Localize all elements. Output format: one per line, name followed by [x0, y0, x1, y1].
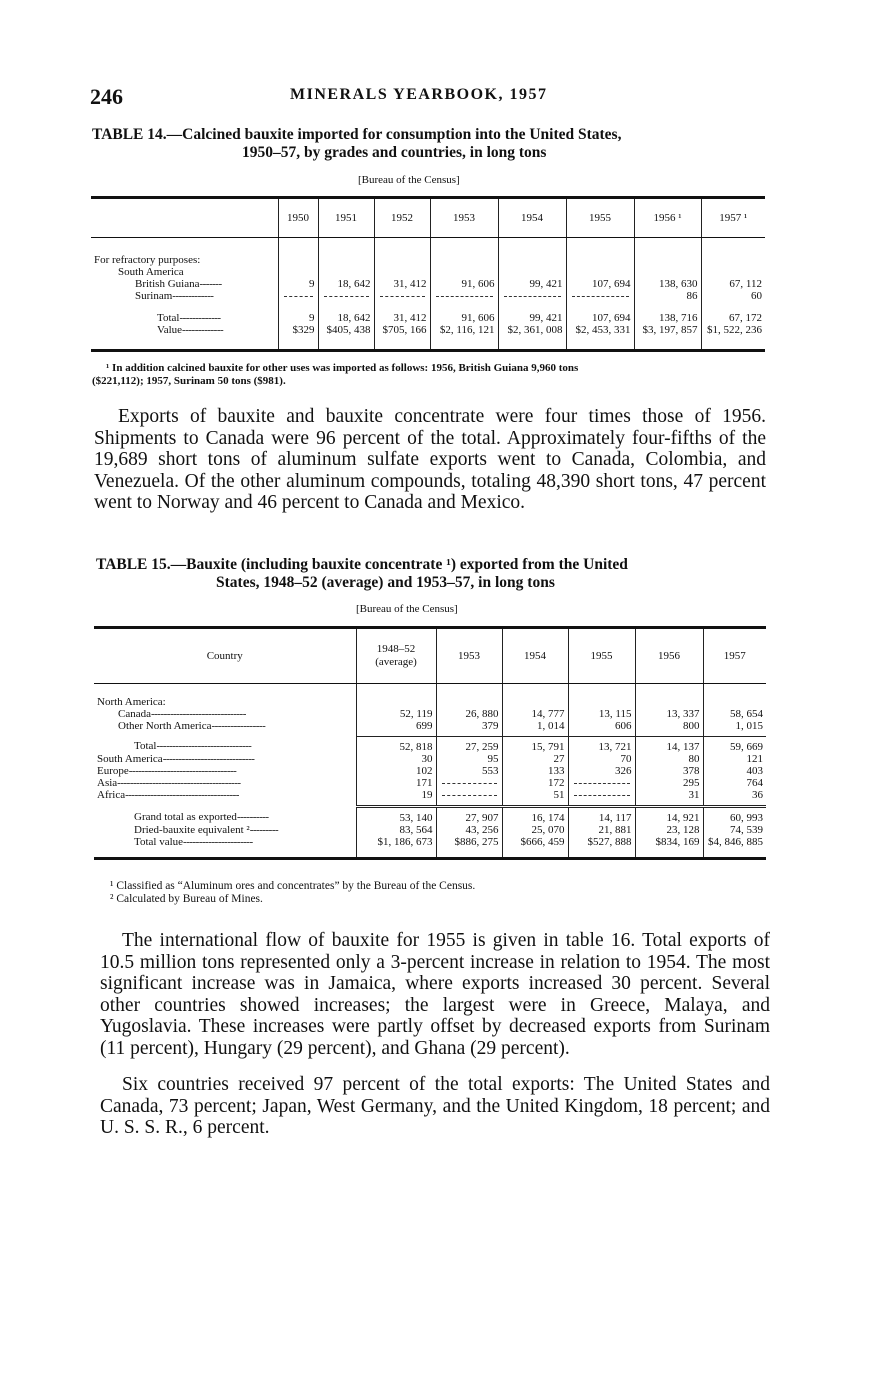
table15-section-label: North America: — [97, 696, 166, 708]
table-row: Asia--------------------------------------- 171 172 295 764 — [94, 777, 766, 789]
table15-cell: 1, 014 — [502, 720, 568, 736]
table15-cell: 13, 115 — [568, 708, 635, 720]
table-row: Surinam------------- 86 60 — [91, 290, 765, 302]
table14-empty-dash — [380, 296, 425, 297]
table14-footnote-line2: ($221,112); 1957, Surinam 50 tons ($981). — [92, 375, 286, 387]
table-row: Total------------------------------ 52, 818 27, 259 15, 791 13, 721 14, 137 59, 669 — [94, 736, 766, 753]
table15-cell: 58, 654 — [703, 708, 766, 720]
table15-cell: 102 — [356, 765, 436, 777]
table15-cell: 36 — [703, 789, 766, 807]
table15-row-label: Asia — [97, 776, 118, 789]
table15-cell: 80 — [635, 753, 703, 765]
table15-cell: 19 — [356, 789, 436, 807]
table15-empty-dash — [442, 795, 497, 796]
table15-cell: 13, 337 — [635, 708, 703, 720]
table-row: Total value---------------------- $1, 186, 673 $886, 275 $666, 459 $527, 888 $834, 169 $4, 846, 885 — [94, 836, 766, 858]
table14-cell: $705, 166 — [374, 324, 430, 350]
table14-cell: $2, 361, 008 — [498, 324, 566, 350]
table15-cell: $527, 888 — [568, 836, 635, 858]
table14-empty-dash — [572, 296, 629, 297]
table15-cell: $834, 169 — [635, 836, 703, 858]
table14-cell: 91, 606 — [430, 278, 498, 290]
table14-cell: 67, 172 — [701, 312, 765, 324]
table15-cell: 52, 818 — [356, 736, 436, 753]
table15-cell: 14, 777 — [502, 708, 568, 720]
table14-caption-line1: TABLE 14.—Calcined bauxite imported for consumption into the United States, — [92, 126, 622, 143]
table14-cell: $2, 453, 331 — [566, 324, 634, 350]
table15-cell: 59, 669 — [703, 736, 766, 753]
table14-col-header: 1956 ¹ — [634, 198, 701, 238]
paragraph-international-flow: The international flow of bauxite for 1955 is given in table 16. Total exports of 10.5 million tons represented only a 3-percent increase in relation to 1954. The most significant increase was in Jamaica, where exports increased 30 percent. Several other countries showed increases; the largest were in Greece, Malaya, and Yugoslavia. These increases were partly offset by decreased exports from Surinam (11 percent), Hungary (29 percent), and Ghana (29 percent). — [100, 930, 770, 1059]
table14-empty-dash — [284, 296, 313, 297]
table-row: South America----------------------------- 30 95 27 70 80 121 — [94, 753, 766, 765]
table14 — [91, 196, 765, 352]
table15-empty-dash — [574, 783, 630, 784]
table14-cell: $405, 438 — [318, 324, 374, 350]
table14-cell: 107, 694 — [566, 278, 634, 290]
table15-caption-line2: States, 1948–52 (average) and 1953–57, in long tons — [216, 574, 555, 591]
table14-col-header: 1953 — [430, 198, 498, 238]
table-row: Canada------------------------------ 52, 119 26, 880 14, 777 13, 115 13, 337 58, 654 — [94, 708, 766, 720]
table15-empty-dash — [442, 783, 497, 784]
table14-region-label: South America — [118, 266, 184, 278]
table15-cell: 379 — [436, 720, 502, 736]
table14-cell: 60 — [701, 290, 765, 302]
table14-cell: 99, 421 — [498, 312, 566, 324]
table14-col-header: 1957 ¹ — [701, 198, 765, 238]
table15-cell: 378 — [635, 765, 703, 777]
table15-cell: 95 — [436, 753, 502, 765]
table15-cell: 15, 791 — [502, 736, 568, 753]
table15-col-header-average — [356, 628, 436, 684]
table14-empty-dash — [324, 296, 369, 297]
table15-row-label: Dried-bauxite equivalent ² — [134, 824, 250, 836]
table14-col-header: 1952 — [374, 198, 430, 238]
table14-empty-dash — [436, 296, 493, 297]
table14-footnote — [92, 362, 776, 388]
table14-cell: $1, 522, 236 — [701, 324, 765, 350]
table14-caption — [92, 126, 782, 162]
table15-cell: 26, 880 — [436, 708, 502, 720]
table14-cell: 9 — [278, 278, 318, 290]
table15-cell: 43, 256 — [436, 824, 502, 836]
table-row: British Guiana------- 9 18, 642 31, 412 91, 606 99, 421 107, 694 138, 630 67, 112 — [91, 278, 765, 290]
table14-cell: $329 — [278, 324, 318, 350]
table14-col-header: 1955 — [566, 198, 634, 238]
table15-cell: 74, 539 — [703, 824, 766, 836]
table14-col-header: 1950 — [278, 198, 318, 238]
table15-cell: $886, 275 — [436, 836, 502, 858]
table15-cell: 172 — [502, 777, 568, 789]
table15-row-label: Europe — [97, 764, 129, 777]
paragraph-receiving-countries: Six countries received 97 percent of the total exports: The United States and Canada, 73 percent; Japan, West Germany, and the United Kingdom, 18 percent; and U. S. S. R., 6 percent. — [100, 1074, 770, 1138]
table14-row-label: British Guiana — [135, 278, 200, 290]
table15-cell: 53, 140 — [356, 807, 436, 825]
table15-caption-line1: TABLE 15.—Bauxite (including bauxite concentrate ¹) exported from the United — [96, 556, 628, 573]
table15-cell: 27, 259 — [436, 736, 502, 753]
table15-empty-dash — [574, 795, 630, 796]
table15-cell: 23, 128 — [635, 824, 703, 836]
table15-col-header: 1955 — [568, 628, 635, 684]
table14-cell: 67, 112 — [701, 278, 765, 290]
table15-cell: 13, 721 — [568, 736, 635, 753]
table15-col-header: 1953 — [436, 628, 502, 684]
table14-cell: 107, 694 — [566, 312, 634, 324]
table14-cell: 91, 606 — [430, 312, 498, 324]
table15-cell: 30 — [356, 753, 436, 765]
table15-col-header: 1957 — [703, 628, 766, 684]
page-number: 246 — [90, 84, 123, 109]
table15-col-header: 1954 — [502, 628, 568, 684]
table15-cell: 403 — [703, 765, 766, 777]
table15-cell: 553 — [436, 765, 502, 777]
table14-cell: 86 — [634, 290, 701, 302]
table14-row-label: Surinam — [135, 290, 173, 302]
table15-cell: 25, 070 — [502, 824, 568, 836]
table15-cell: 800 — [635, 720, 703, 736]
table-row: Africa------------------------------------ 19 51 31 36 — [94, 789, 766, 807]
table15-row-label: Other North America — [118, 720, 212, 732]
table14-cell: $3, 197, 857 — [634, 324, 701, 350]
table15 — [94, 626, 766, 860]
table14-col-header: 1951 — [318, 198, 374, 238]
table15-cell: 27, 907 — [436, 807, 502, 825]
table14-cell: 138, 630 — [634, 278, 701, 290]
table14-cell: 18, 642 — [318, 312, 374, 324]
table14-row-label: Total — [157, 312, 180, 324]
table15-row-label: South America — [97, 752, 163, 765]
table15-cell: 133 — [502, 765, 568, 777]
table15-cell: 51 — [502, 789, 568, 807]
table15-cell: 70 — [568, 753, 635, 765]
running-title: MINERALS YEARBOOK, 1957 — [290, 86, 548, 103]
table15-caption — [96, 556, 786, 592]
table14-source: [Bureau of the Census] — [358, 174, 460, 186]
table14-cell: $2, 116, 121 — [430, 324, 498, 350]
table14-cell: 99, 421 — [498, 278, 566, 290]
table15-cell: $1, 186, 673 — [356, 836, 436, 858]
table14-caption-line2: 1950–57, by grades and countries, in long tons — [242, 144, 547, 161]
table-row: Europe---------------------------------- 102 553 133 326 378 403 — [94, 765, 766, 777]
table14-cell: 31, 412 — [374, 278, 430, 290]
table15-col-header-average-line2: (average) — [375, 656, 417, 668]
table15-cell: 764 — [703, 777, 766, 789]
table-row: Other North America----------------- 699 379 1, 014 606 800 1, 015 — [94, 720, 766, 736]
table14-stub-header — [91, 198, 278, 238]
table-row: Total------------- 9 18, 642 31, 412 91, 606 99, 421 107, 694 138, 716 67, 172 — [91, 312, 765, 324]
table15-cell: 14, 921 — [635, 807, 703, 825]
table14-empty-dash — [504, 296, 561, 297]
table15-footnote-2: ² Calculated by Bureau of Mines. — [110, 893, 263, 905]
table15-cell: 326 — [568, 765, 635, 777]
table15-cell: 121 — [703, 753, 766, 765]
table15-cell: $4, 846, 885 — [703, 836, 766, 858]
table15-cell: $666, 459 — [502, 836, 568, 858]
table15-cell: 1, 015 — [703, 720, 766, 736]
table14-footnote-line1: ¹ In addition calcined bauxite for other uses was imported as follows: 1956, British Guiana 9,960 tons — [106, 362, 579, 374]
table-row: Value------------- $329 $405, 438 $705, 166 $2, 116, 121 $2, 361, 008 $2, 453, 331 $3, 197, 857 $1, 522, 236 — [91, 324, 765, 350]
table14-cell: 31, 412 — [374, 312, 430, 324]
table15-footnote-1: ¹ Classified as “Aluminum ores and concentrates” by the Bureau of the Census. — [110, 880, 476, 892]
table15-row-label: Canada — [118, 708, 151, 720]
table15-cell: 14, 137 — [635, 736, 703, 753]
table15-cell: 21, 881 — [568, 824, 635, 836]
table15-row-label: Grand total as exported — [134, 810, 237, 823]
table15-col-header-average-line1: 1948–52 — [376, 643, 416, 655]
table15-footnotes — [110, 880, 770, 906]
table15-cell: 83, 564 — [356, 824, 436, 836]
table15-cell: 31 — [635, 789, 703, 807]
table15-col-header: 1956 — [635, 628, 703, 684]
table15-row-label: Total — [134, 740, 157, 752]
table15-row-label: Africa — [97, 788, 126, 801]
table15-cell: 60, 993 — [703, 807, 766, 825]
table14-cell: 138, 716 — [634, 312, 701, 324]
table15-cell: 52, 119 — [356, 708, 436, 720]
table15-row-label: Total value — [134, 836, 184, 848]
table14-col-header: 1954 — [498, 198, 566, 238]
table15-cell: 16, 174 — [502, 807, 568, 825]
table15-cell: 606 — [568, 720, 635, 736]
table-row: Dried-bauxite equivalent ²--------- 83, 564 43, 256 25, 070 21, 881 23, 128 74, 539 — [94, 824, 766, 836]
table14-cell: 9 — [278, 312, 318, 324]
table15-cell: 171 — [356, 777, 436, 789]
table15-source: [Bureau of the Census] — [356, 603, 458, 615]
table-row: Grand total as exported---------- 53, 140 27, 907 16, 174 14, 117 14, 921 60, 993 — [94, 807, 766, 825]
table15-cell: 14, 117 — [568, 807, 635, 825]
table15-cell: 295 — [635, 777, 703, 789]
paragraph-exports: Exports of bauxite and bauxite concentrate were four times those of 1956. Shipments to Canada were 96 percent of the total. Approximately four-fifths of the 19,689 short tons of aluminum sulfate exports went to Canada, Colombia, and Venezuela. Of the other aluminum compounds, totaling 48,390 short tons, 47 percent went to Norway and 46 percent to Canada and Mexico. — [94, 406, 766, 513]
table15-stub-header: Country — [94, 628, 356, 684]
table14-cell: 18, 642 — [318, 278, 374, 290]
table15-cell: 27 — [502, 753, 568, 765]
table15-cell: 699 — [356, 720, 436, 736]
table14-section-label: For refractory purposes: — [94, 254, 201, 266]
table14-row-label: Value — [157, 324, 183, 336]
